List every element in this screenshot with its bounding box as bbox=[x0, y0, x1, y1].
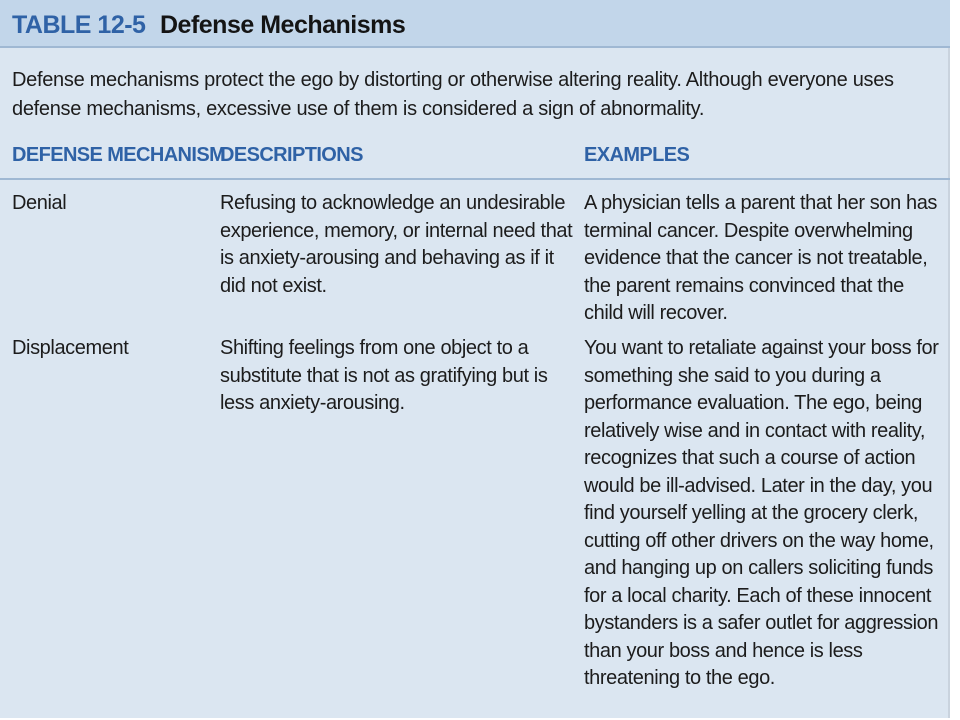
page-margin bbox=[950, 0, 960, 720]
row-denial-example: A physician tells a parent that her son has terminal cancer. Despite overwhelming evidence that the cancer is not treatable, the parent remains convinced that the child will recover. bbox=[584, 192, 938, 324]
table-title: Defense Mechanisms bbox=[160, 11, 406, 39]
row-displacement-example: You want to retaliate against your boss for something she said to you during a performance evaluation. The ego, being relatively wise and in contact with reality, recognizes that such a course of action would be ill-advised. Later in the day, you find yourself yelling at the grocery clerk, cutting off other drivers on the way home, and hanging up on callers soliciting funds for a local charity. Each of these innocent bystanders is a safer outlet for aggression than your boss and hence is less threatening to the ego. bbox=[584, 337, 939, 689]
column-header-mechanism: DEFENSE MECHANISM bbox=[12, 144, 226, 166]
row-displacement-mechanism: Displacement bbox=[12, 337, 129, 359]
column-header-examples: EXAMPLES bbox=[584, 144, 690, 166]
row-denial-mechanism: Denial bbox=[12, 192, 67, 214]
column-header-descriptions: DESCRIPTIONS bbox=[220, 144, 363, 166]
row-denial-description: Refusing to acknowledge an undesirable experience, memory, or internal need that is anxiety-arousing and behaving as if it did not exist. bbox=[220, 192, 573, 297]
table-number: TABLE 12-5 bbox=[12, 11, 146, 39]
table-intro-text: Defense mechanisms protect the ego by distorting or otherwise altering reality. Although everyone uses defense mechanisms, excessive use of them is considered a sign of abnormality. bbox=[12, 69, 894, 120]
header-divider bbox=[0, 178, 950, 180]
table-title-bar bbox=[0, 0, 950, 48]
row-displacement-description: Shifting feelings from one object to a substitute that is not as gratifying but is less anxiety-arousing. bbox=[220, 337, 548, 414]
